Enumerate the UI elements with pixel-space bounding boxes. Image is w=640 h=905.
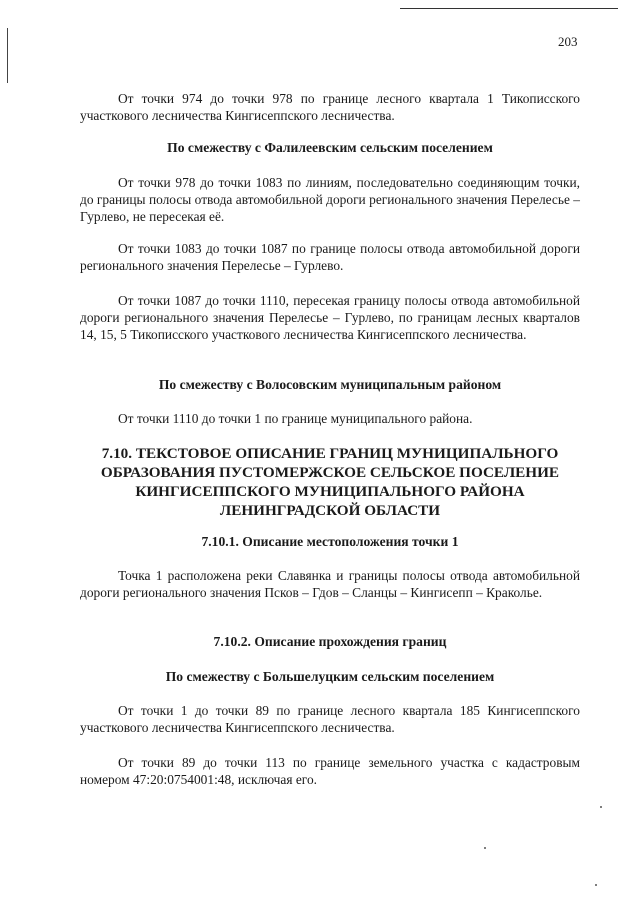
- scan-artifact-line: [400, 8, 618, 9]
- paragraph-1083-1087: [80, 240, 580, 274]
- paragraph-point-1: [80, 567, 580, 601]
- section-heading-volosovsky: По смежеству с Волосовским муниципальным районом: [158, 377, 502, 392]
- paragraph-text: От точки 978 до точки 1083 по линиям, последовательно соединяющим точки, до границы полосы отвода автомобильной дороги регионального значения Перелесье – Гурлево, не пересекая её.: [80, 175, 580, 224]
- paragraph-text: От точки 974 до точки 978 по границе лесного квартала 1 Тикописского участкового лесничества Кингисеппского лесничества.: [80, 91, 580, 123]
- paragraph-text: От точки 1110 до точки 1 по границе муниципального района.: [118, 411, 473, 426]
- scan-speck: [484, 847, 486, 849]
- subsection-heading-7-10-1: 7.10.1. Описание местоположения точки 1: [201, 534, 459, 549]
- scan-speck: [595, 884, 597, 886]
- section-heading-bolsheluczkoe: По смежеству с Большелуцким сельским поселением: [165, 669, 495, 684]
- paragraph-text: От точки 89 до точки 113 по границе земельного участка с кадастровым номером 47:20:0754001:48, исключая его.: [80, 755, 580, 787]
- subsection-heading-7-10-2: 7.10.2. Описание прохождения границ: [213, 634, 447, 649]
- paragraph-1087-1110: [80, 292, 580, 343]
- paragraph-1-89: [80, 702, 580, 736]
- paragraph-text: От точки 1 до точки 89 по границе лесного квартала 185 Кингисеппского участкового лесничества Кингисеппского лесничества.: [80, 703, 580, 735]
- paragraph-974-978: [80, 90, 580, 124]
- chapter-heading-7-10: 7.10. ТЕКСТОВОЕ ОПИСАНИЕ ГРАНИЦ МУНИЦИПАЛЬНОГО ОБРАЗОВАНИЯ ПУСТОМЕРЖСКОЕ СЕЛЬСКОЕ ПОСЕЛЕНИЕ КИНГИСЕППСКОГО МУНИЦИПАЛЬНОГО РАЙОНА ЛЕНИНГРАДСКОЙ ОБЛАСТИ: [100, 445, 560, 519]
- paragraph-89-113: [80, 754, 580, 788]
- section-heading-falileevskoe: По смежеству с Фалилеевским сельским поселением: [167, 140, 493, 155]
- paragraph-text: От точки 1087 до точки 1110, пересекая границу полосы отвода автомобильной дороги регионального значения Перелесье – Гурлево, по границам лесных кварталов 14, 15, 5 Тикописского участкового лесничества Кингисеппского лесничества.: [80, 293, 580, 342]
- paragraph-978-1083: [80, 174, 580, 225]
- scan-artifact-edge: [7, 28, 8, 83]
- paragraph-text: От точки 1083 до точки 1087 по границе полосы отвода автомобильной дороги регионального значения Перелесье – Гурлево.: [80, 241, 580, 273]
- page-number: 203: [558, 34, 578, 49]
- scan-speck: [600, 806, 602, 808]
- paragraph-text: Точка 1 расположена реки Славянка и границы полосы отвода автомобильной дороги регионального значения Псков – Гдов – Сланцы – Кингисепп – Краколье.: [80, 568, 580, 600]
- paragraph-1110-1: [80, 410, 580, 427]
